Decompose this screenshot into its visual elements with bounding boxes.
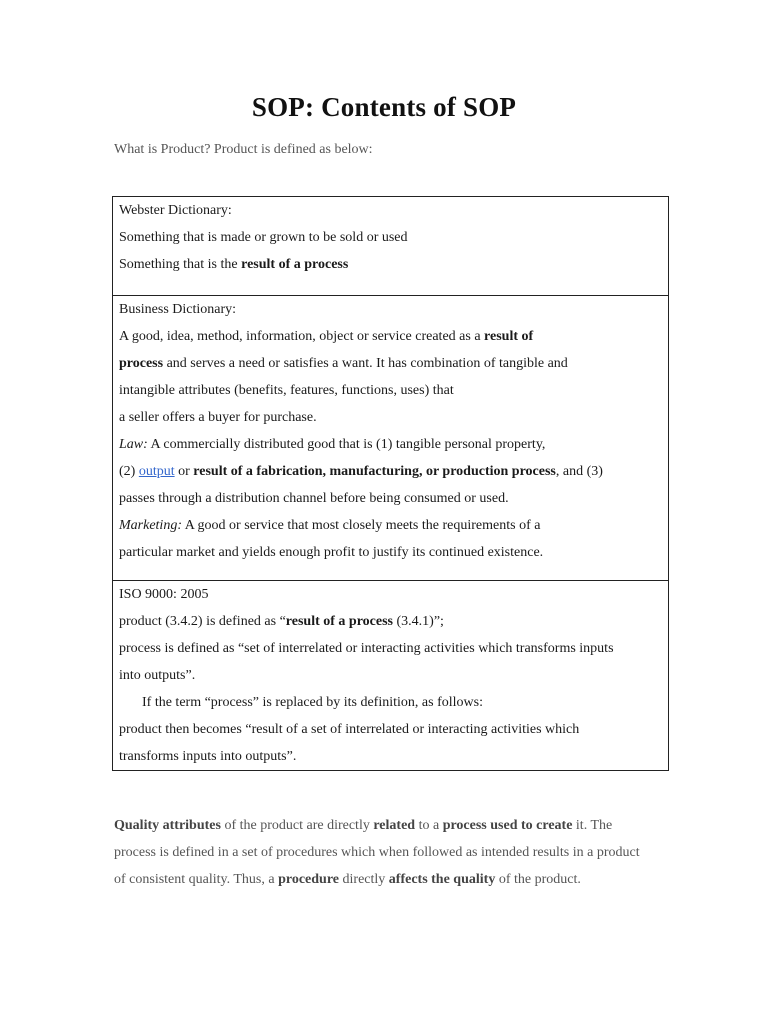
iso-line-1-suffix: (3.4.1)”; (393, 614, 444, 629)
business-heading: Business Dictionary: (119, 302, 237, 317)
marketing-text: A good or service that most closely meets the requirements of a (181, 518, 541, 533)
closing-text-1: of the product are directly (220, 818, 374, 833)
closing-text-5: of the product. (495, 872, 581, 887)
marketing-label: Marketing: (119, 518, 182, 533)
table-row (113, 296, 669, 581)
iso-line-6: transforms inputs into outputs”. (119, 749, 297, 764)
iso-line-1-bold: result of a process (285, 614, 393, 629)
table-row (113, 581, 669, 771)
iso-heading: ISO 9000: 2005 (119, 587, 209, 602)
closing-bold-5: affects the quality (388, 872, 496, 887)
business-line-2-text: and serves a need or satisfies a want. It has combination of tangible and (163, 356, 568, 371)
closing-bold-3: process used to create (442, 818, 573, 833)
closing-text-4: directly (339, 872, 389, 887)
webster-line-2-text: Something that is the (119, 257, 242, 272)
business-line-2-bold: process (119, 356, 164, 371)
iso-cell (113, 581, 669, 771)
closing-text-2: to a (415, 818, 443, 833)
webster-cell (113, 197, 669, 296)
webster-line-2-bold: result of a process (241, 257, 349, 272)
business-line-6 (119, 458, 662, 485)
business-line-6-suffix: , and (3) (555, 464, 603, 479)
webster-heading: Webster Dictionary: (119, 203, 232, 218)
table-row (113, 197, 669, 296)
business-line-2 (119, 350, 662, 377)
page-title: SOP: Contents of SOP (251, 92, 517, 122)
closing-bold-2: related (373, 818, 416, 833)
law-text: A commercially distributed good that is (1) tangible personal property, (147, 437, 546, 452)
iso-line-1 (119, 608, 662, 635)
marketing-line (119, 512, 662, 539)
business-cell (113, 296, 669, 581)
closing-bold-4: procedure (278, 872, 340, 887)
business-line-7: passes through a distribution channel before being consumed or used. (119, 491, 509, 506)
business-line-1-bold: result of (484, 329, 534, 344)
iso-line-3: into outputs”. (119, 668, 196, 683)
iso-line-4: If the term “process” is replaced by its definition, as follows: (142, 695, 483, 710)
closing-text-3: it. The process is defined in a set of procedures which when followed as intended results in a product of consistent quality. Thus, a (114, 818, 640, 887)
business-line-1-text: A good, idea, method, information, object or service created as a (119, 329, 485, 344)
business-line-1 (119, 323, 662, 350)
iso-line-1-text: product (3.4.2) is defined as “ (119, 614, 286, 629)
closing-bold-1: Quality attributes (114, 818, 221, 833)
business-line-3: intangible attributes (benefits, features, functions, uses) that (119, 383, 454, 398)
output-link[interactable]: output (138, 464, 175, 479)
webster-line-2 (119, 251, 662, 278)
law-label: Law: (119, 437, 148, 452)
webster-line-1: Something that is made or grown to be sold or used (119, 230, 408, 245)
business-line-6-prefix: (2) (119, 464, 139, 479)
business-line-6-or: or (174, 464, 194, 479)
business-line-9: particular market and yields enough profit to justify its continued existence. (119, 545, 544, 560)
closing-paragraph (114, 812, 654, 893)
iso-line-5: product then becomes “result of a set of interrelated or interacting activities which (119, 722, 580, 737)
law-line (119, 431, 662, 458)
intro-text: What is Product? Product is defined as below: (114, 142, 373, 157)
iso-line-2: process is defined as “set of interrelated or interacting activities which transforms inputs (119, 641, 614, 656)
business-line-4: a seller offers a buyer for purchase. (119, 410, 317, 425)
business-line-6-bold: result of a fabrication, manufacturing, or production process (193, 464, 556, 479)
definitions-table (112, 196, 669, 771)
